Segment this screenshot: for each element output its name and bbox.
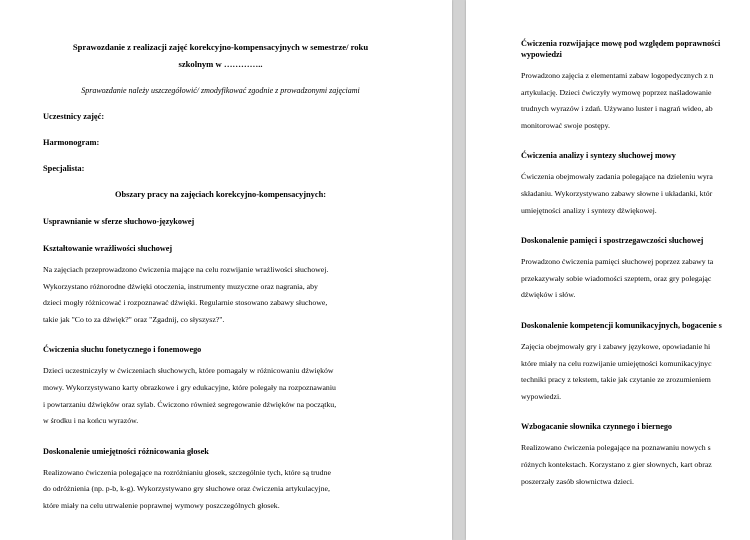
paragraph-analysis-synthesis [521,169,750,219]
text-line: Prowadzono ćwiczenia pamięci słuchowej poprzez zabawy ta [521,257,714,267]
paragraph-phoneme-differentiation [43,465,398,515]
paragraph-auditory-sensitivity [43,262,398,328]
document-page-right [466,0,750,540]
text-line: dzieci mogły różnicować i rozpoznawać dźwięki. Regularnie stosowano zabawy słuchowe, [43,298,328,308]
text-line: przekazywały sobie wiadomości szeptem, oraz gry polegając [521,273,712,283]
specialist-label: Specjalista: [43,164,85,173]
section-heading-auditory-language: Usprawnianie w sferze słuchowo-językowej [43,217,195,226]
text-line: Dzieci uczestniczyły w ćwiczeniach słuchowych, które pomagały w różnicowaniu dźwięków [43,366,334,376]
subheading-speech-correctness [521,38,750,60]
text-line: które miały na celu rozwijanie umiejętności komunikacyjnyc [521,358,712,368]
text-line: trudnych wyrazów i zdań. Używano luster i nagrań wideo, ab [521,104,713,114]
text-line: różnych kontekstach. Korzystano z gier słownych, kart obraz [521,459,712,469]
text-line: takie jak "Co to za dźwięk?" oraz "Zgadnij, co słyszysz?". [43,314,225,324]
text-line: Realizowano ćwiczenia polegające na rozróżnianiu głosek, szczególnie tych, które są trudne [43,467,331,477]
text-line: Realizowano ćwiczenia polegające na poznawaniu nowych s [521,443,711,453]
instruction-note: Sprawozdanie należy uszczegółowić/ zmodyfikować zgodnie z prowadzonymi zajęciami [81,86,360,95]
page-content [43,30,398,515]
paragraph-auditory-memory [521,254,750,304]
page-content [521,30,750,490]
paragraph-phonetic-hearing [43,363,398,429]
text-line: Ćwiczenia obejmowały zadania polegające na dzieleniu wyra [521,172,713,182]
text-line: monitorować swoje postępy. [521,120,610,130]
text-line: mowy. Wykorzystywano karty obrazkowe i gry edukacyjne, które polegały na rozpoznawaniu [43,382,336,392]
heading-line-1: Ćwiczenia rozwijające mowę pod względem poprawności [521,39,721,48]
subheading-communication-skills: Doskonalenie kompetencji komunikacyjnych, bogacenie s [521,320,722,330]
subheading-auditory-memory: Doskonalenie pamięci i spostrzegawczości słuchowej [521,236,704,246]
text-line: Zajęcia obejmowały gry i zabawy językowe, opowiadanie hi [521,341,711,351]
text-line: i powtarzaniu dźwięków oraz sylab. Ćwiczono również segregowanie dźwięków na początku, [43,399,337,409]
paragraph-communication-skills [521,339,750,405]
subheading-analysis-synthesis: Ćwiczenia analizy i syntezy słuchowej mowy [521,151,676,161]
text-line: w środku i na końcu wyrazów. [43,416,139,426]
areas-heading: Obszary pracy na zajęciach korekcyjno-kompensacyjnych: [114,190,327,199]
paragraph-speech-correctness [521,68,750,134]
document-title [43,39,398,73]
participants-label: Uczestnicy zajęć: [43,112,105,121]
text-line: które miały na celu utrwalenie poprawnej wymowy poszczególnych głosek. [43,500,280,510]
text-line: Na zajęciach przeprowadzono ćwiczenia mające na celu rozwijanie wrażliwości słuchowej. [43,265,329,274]
text-line: artykulację. Dzieci ćwiczyły wymowę poprzez naśladowanie [521,87,712,97]
text-line: Prowadzono zajęcia z elementami zabaw logopedycznych z n [521,71,714,80]
text-line: umiejętności analizy i syntezy dźwiękowej. [521,205,657,215]
schedule-label: Harmonogram: [43,138,100,147]
text-line: składaniu. Wykorzystywano zabawy słowne i układanki, któr [521,188,713,198]
subheading-phonetic-hearing: Ćwiczenia słuchu fonetycznego i fonemowego [43,345,202,355]
subheading-phoneme-differentiation: Doskonalenie umiejętności różnicowania głosek [43,446,209,456]
text-line: Wykorzystano różnorodne dźwięki otoczenia, instrumenty muzyczne oraz nagrania, aby [43,281,318,291]
text-line: dźwięków i słów. [521,290,576,300]
title-line-2: szkolnym w ………….. [178,59,263,69]
text-line: wypowiedzi. [521,391,562,401]
subheading-vocabulary: Wzbogacanie słownika czynnego i biernego [521,422,673,432]
text-line: techniki pracy z tekstem, takie jak czytanie ze zrozumieniem [521,375,711,385]
title-line-1: Sprawozdanie z realizacji zajęć korekcyjno-kompensacyjnych w semestrze/ roku [72,42,369,52]
subheading-auditory-sensitivity: Kształtowanie wrażliwości słuchowej [43,244,173,253]
heading-line-2: wypowiedzi [521,50,562,59]
text-line: do odróżnienia (np. p-b, k-g). Wykorzystywano gry słuchowe oraz ćwiczenia artykulacyjne, [43,484,330,494]
paragraph-vocabulary [521,440,750,490]
text-line: poszerzały zasób słownictwa dzieci. [521,476,635,486]
